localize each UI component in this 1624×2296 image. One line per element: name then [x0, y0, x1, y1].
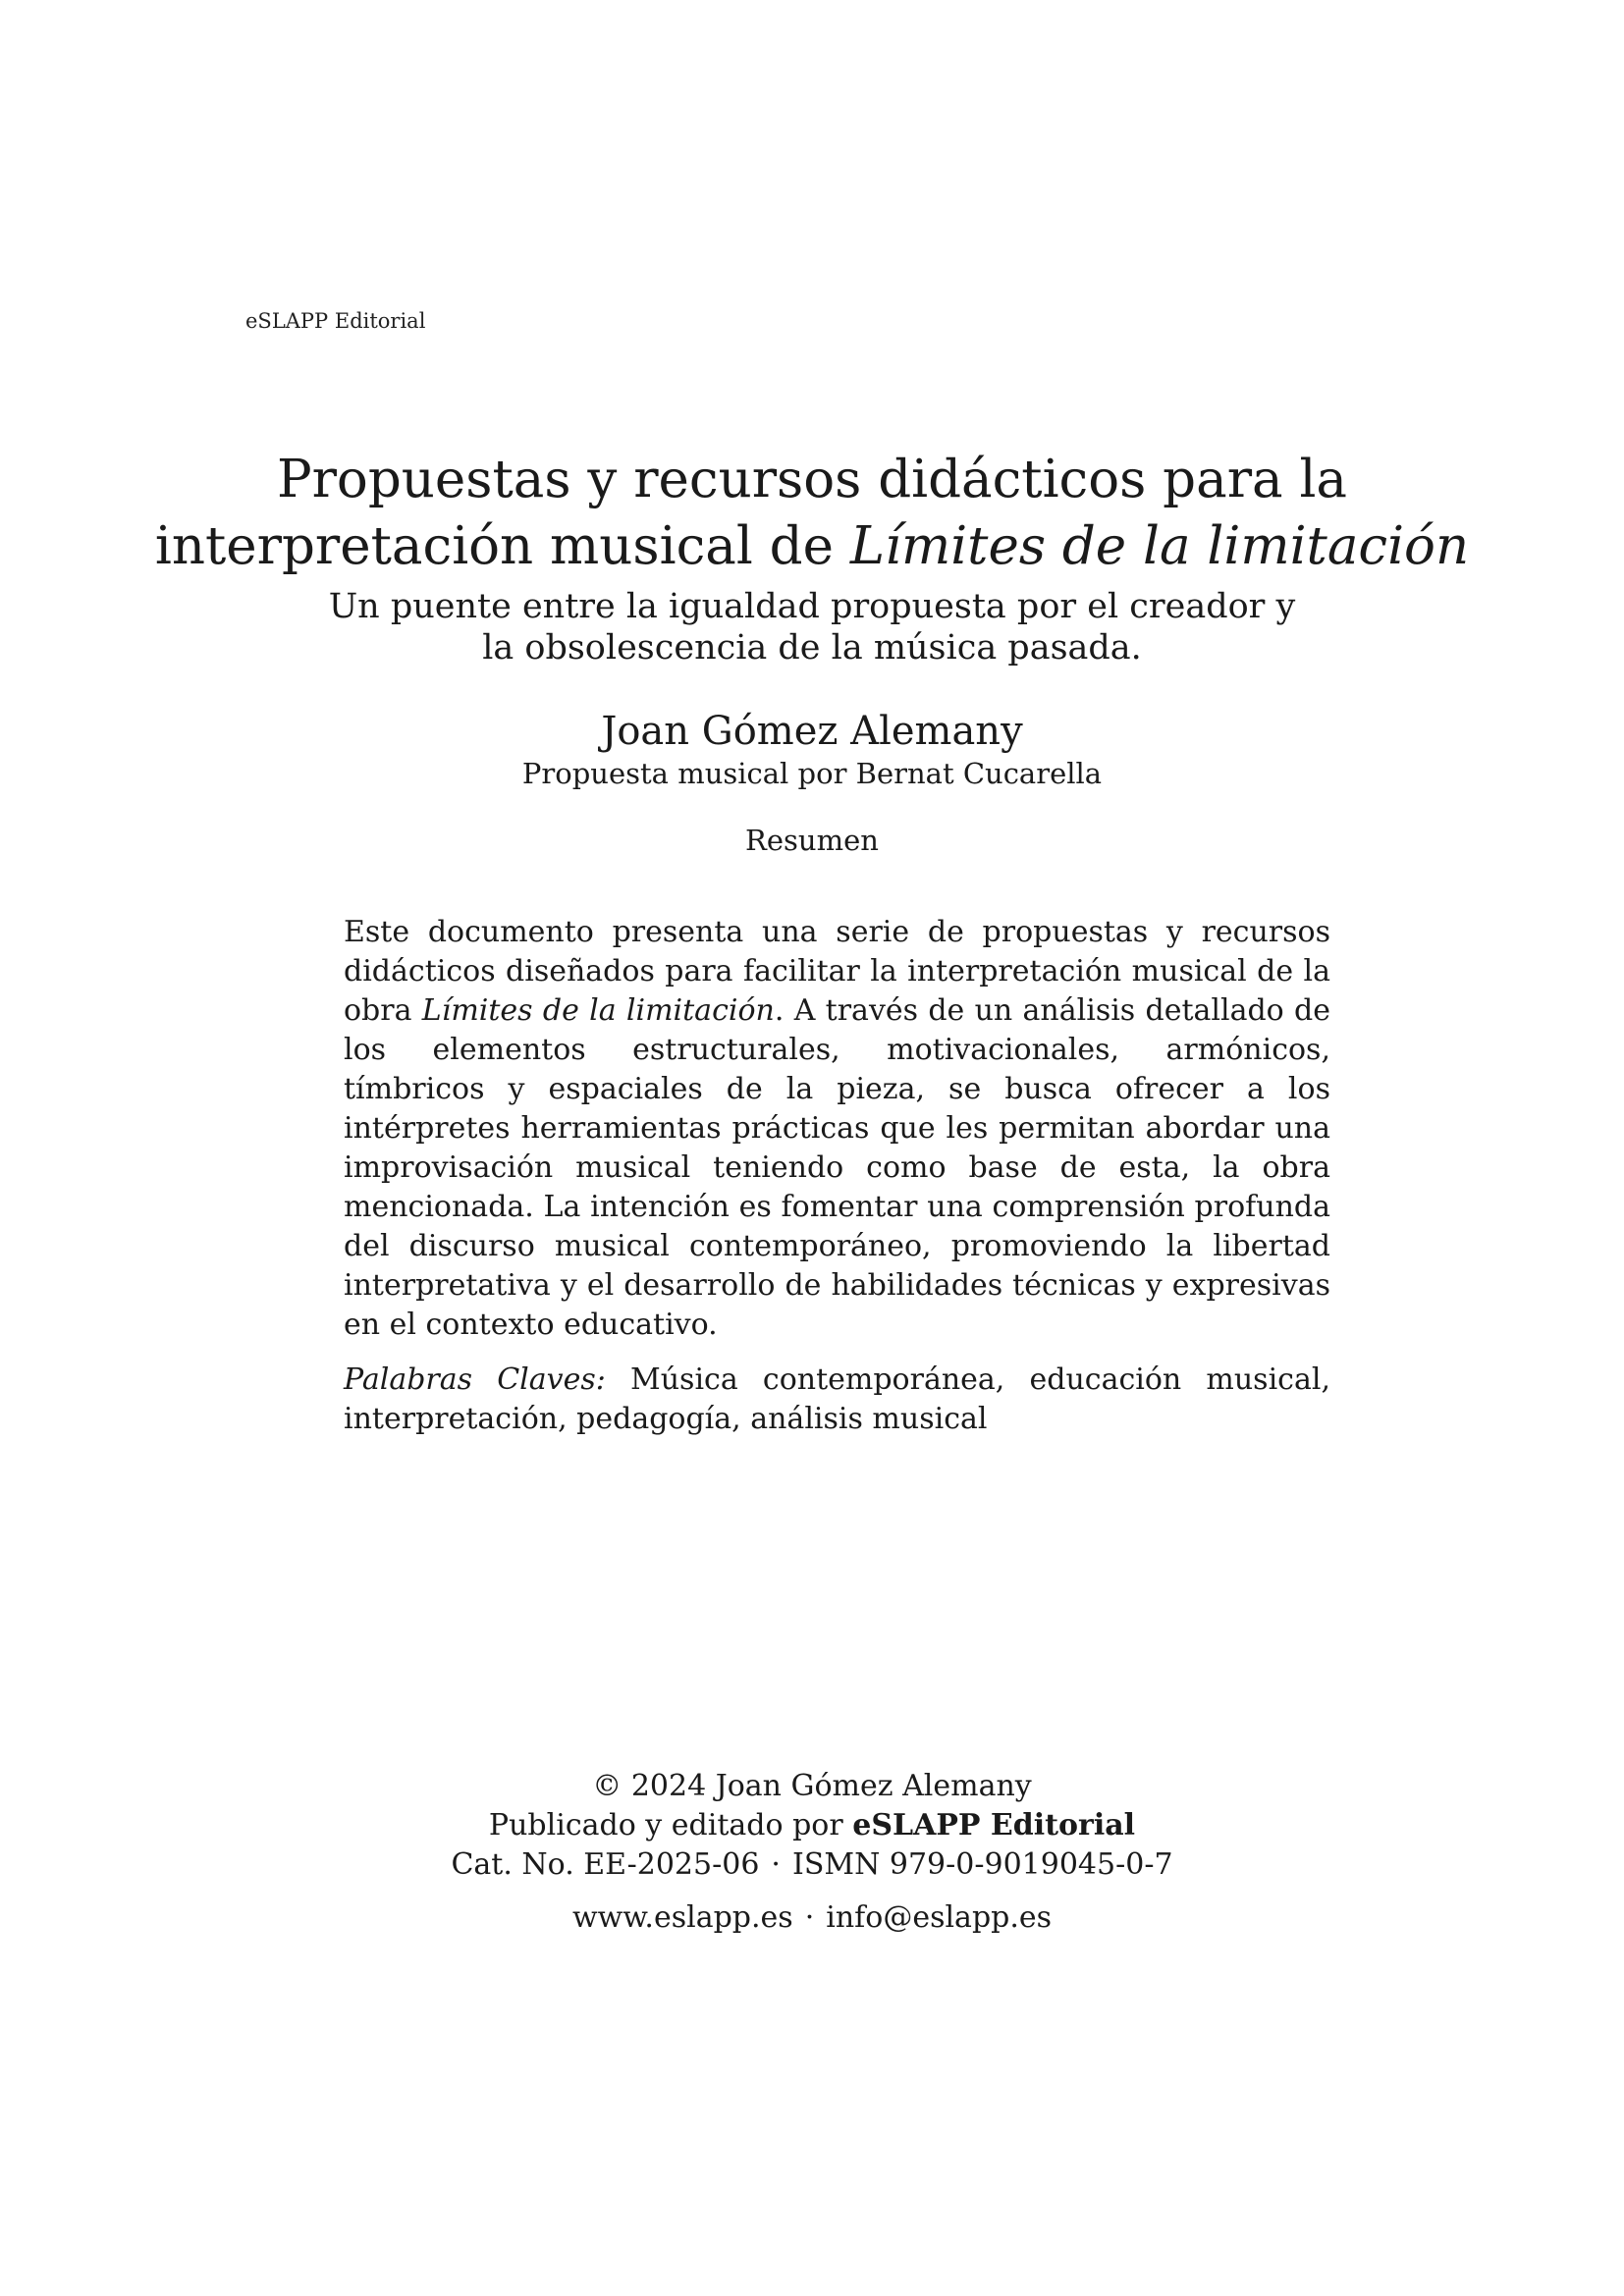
separator: · — [804, 1900, 815, 1935]
colophon — [0, 1767, 1624, 1938]
title-line2-italic: Límites de la limitación — [849, 516, 1470, 576]
title-line1: Propuestas y recursos didácticos para la — [276, 450, 1348, 509]
keywords — [344, 1361, 1330, 1439]
abstract-text-part1: Este documento presenta una serie de propuestas y recursos didácticos diseñados para facilitar la interpretación musical de la obra — [344, 915, 1330, 1028]
running-head: eSLAPP Editorial — [245, 309, 426, 333]
abstract — [344, 913, 1330, 1439]
abstract-work-title: Límites de la limitación — [421, 993, 775, 1028]
catalog-line — [0, 1845, 1624, 1885]
document-title — [0, 447, 1624, 580]
email-link[interactable]: info@eslapp.es — [826, 1900, 1053, 1935]
publisher-name: eSLAPP Editorial — [852, 1808, 1136, 1842]
contact-line — [0, 1898, 1624, 1938]
abstract-text-part2: . A través de un análisis detallado de los elementos estructurales, motivacionales, armónicos, tímbricos y espaciales de la pieza, se busca ofrecer a los intérpretes herramientas prácticas que les permitan abordar una improvisación musical teniendo como base de esta, la obra mencionada. La intención es fomentar una comprensión profunda del discurso musical contemporáneo, promoviendo la libertad interpretativa y el desarrollo de habilidades técnicas y expresivas en el contexto educativo. — [344, 993, 1330, 1342]
website-link[interactable]: www.eslapp.es — [571, 1900, 793, 1935]
title-block — [0, 447, 1624, 859]
catalog-number: Cat. No. EE-2025-06 — [451, 1847, 760, 1882]
abstract-text — [344, 913, 1330, 1345]
subtitle-text: Un puente entre la igualdad propuesta por el creador y la obsolescencia de la música pasada. — [328, 587, 1296, 667]
publisher-line — [0, 1806, 1624, 1845]
document-subtitle — [0, 586, 1624, 668]
copyright-line: © 2024 Joan Gómez Alemany — [592, 1769, 1032, 1803]
ismn-number: ISMN 979-0-9019045-0-7 — [791, 1847, 1173, 1882]
contributor-line: Propuesta musical por Bernat Cucarella — [521, 757, 1103, 790]
title-line2-prefix: interpretación musical de — [154, 516, 850, 576]
author-name: Joan Gómez Alemany — [601, 709, 1023, 754]
separator: · — [771, 1847, 781, 1882]
published-prefix: Publicado y editado por — [488, 1808, 853, 1842]
keywords-label: Palabras Claves: — [344, 1362, 606, 1397]
abstract-heading: Resumen — [745, 824, 879, 857]
keywords-list: Música contemporánea, educación musical, interpretación, pedagogía, análisis musical — [344, 1362, 1330, 1436]
